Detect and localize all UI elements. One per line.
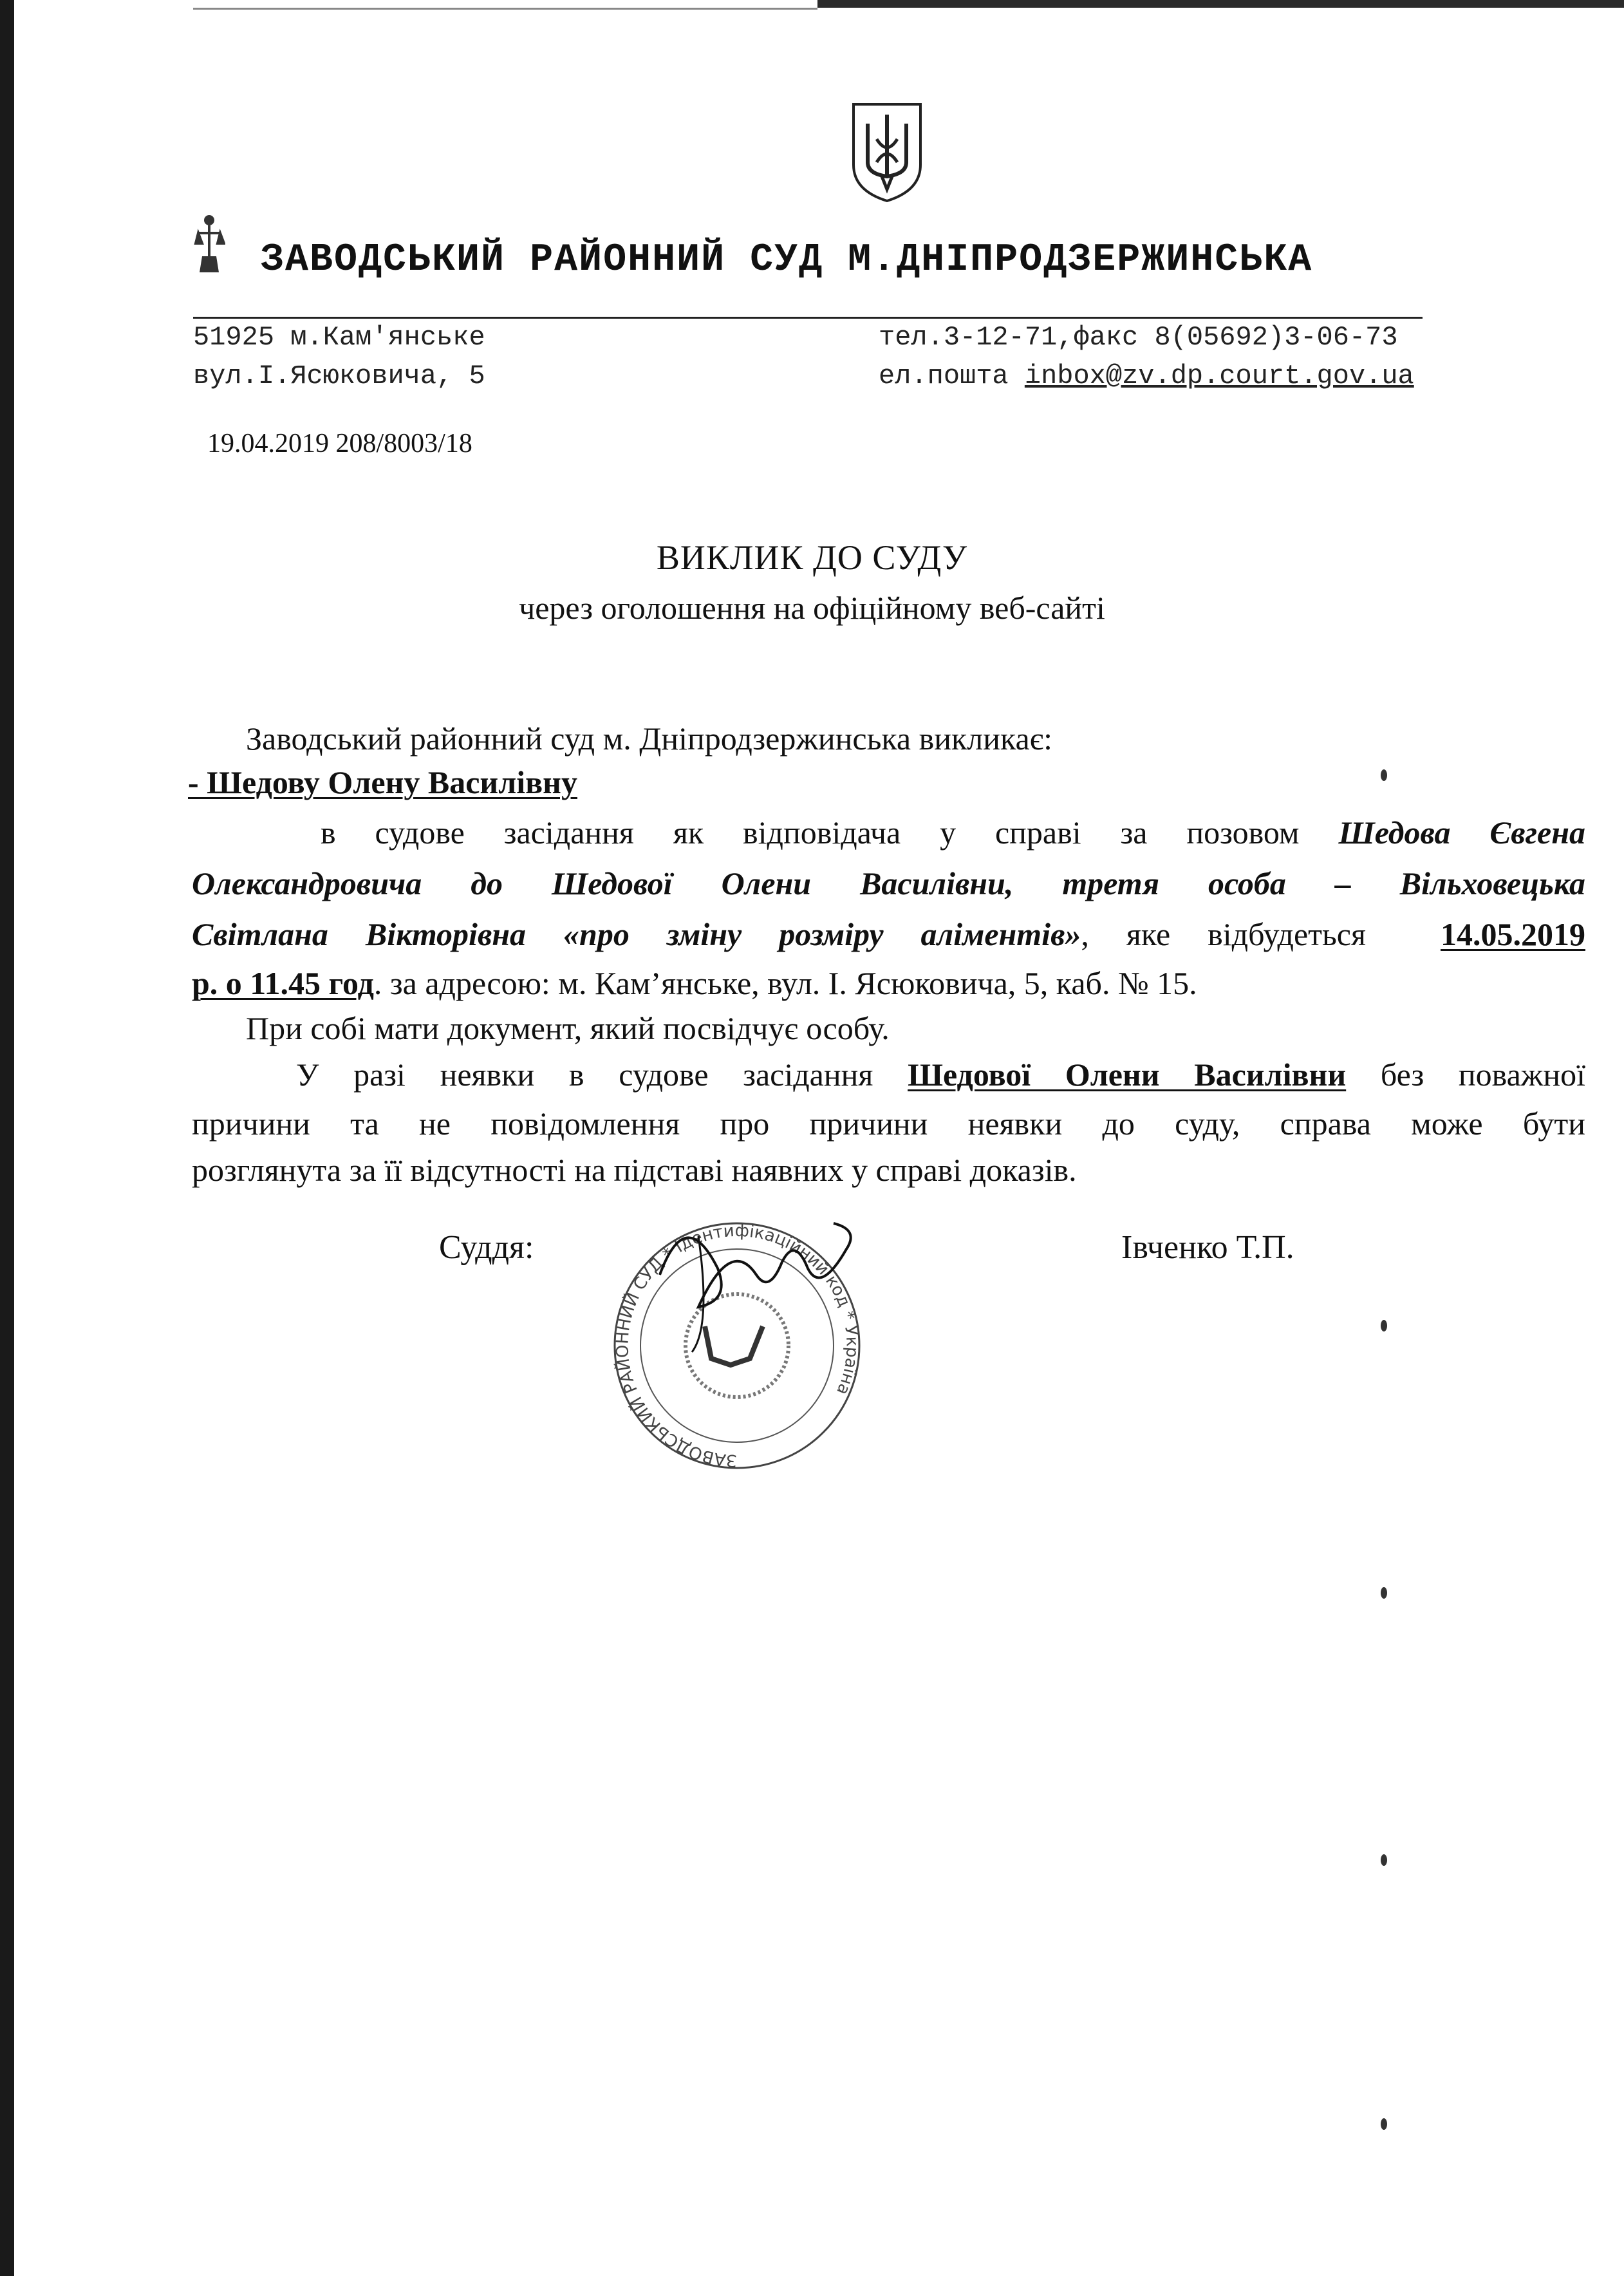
paragraph-3-line-2: причини та не повідомлення про причини неявки до суду, справа може бути bbox=[192, 1105, 1585, 1142]
paragraph-1-line-1: в судове засідання як відповідача у справі за позовом Шедова Євгена bbox=[321, 814, 1585, 851]
phone-fax: тел.3-12-71,факс 8(05692)3-06-73 bbox=[879, 322, 1398, 353]
header-divider bbox=[193, 317, 1423, 319]
paragraph-2: При собі мати документ, який посвідчує особу. bbox=[246, 1010, 890, 1046]
svg-text:ЗАВОДСЬКИЙ РАЙОННИЙ СУД * Іден: ЗАВОДСЬКИЙ РАЙОННИЙ СУД * Ідентифікаційний код * Україна bbox=[613, 1221, 862, 1471]
judge-label: Суддя: bbox=[439, 1229, 534, 1266]
court-seal-icon bbox=[602, 1198, 872, 1494]
email-line bbox=[879, 361, 1414, 391]
document-title: ВИКЛИК ДО СУДУ bbox=[656, 538, 968, 577]
scan-speck bbox=[1381, 1320, 1387, 1331]
themis-icon bbox=[193, 211, 225, 276]
scan-edge-top-thin bbox=[193, 8, 817, 10]
scan-speck bbox=[1381, 1854, 1387, 1866]
paragraph-1-line-4: р. о 11.45 год. за адресою: м. Кам’янське, вул. І. Ясюковича, 5, каб. № 15. bbox=[192, 965, 1197, 1001]
address-line-1: 51925 м.Кам'янське bbox=[193, 322, 485, 353]
trident-coat-of-arms-icon bbox=[848, 100, 926, 203]
court-name: ЗАВОДСЬКИЙ РАЙОННИЙ СУД М.ДНІПРОДЗЕРЖИНСЬКА bbox=[261, 238, 1313, 282]
scan-edge-top bbox=[817, 0, 1624, 8]
scan-edge-left bbox=[0, 0, 14, 2276]
scan-speck bbox=[1381, 1587, 1387, 1599]
summoned-person: - Шедову Олену Василівну bbox=[188, 764, 577, 800]
paragraph-3-line-3: розглянута за її відсутності на підставі наявних у справі доказів. bbox=[192, 1152, 1077, 1188]
registration-number: 19.04.2019 208/8003/18 bbox=[207, 429, 472, 458]
paragraph-3-line-1: У разі неявки в судове засідання Шедової Олени Василівни без поважної bbox=[296, 1057, 1585, 1093]
intro-line: Заводський районний суд м. Дніпродзержинська викликає: bbox=[246, 720, 1053, 757]
scan-speck bbox=[1381, 769, 1387, 781]
paragraph-1-line-3: Світлана Вікторівна «про зміну розміру аліментів», яке відбудеться 14.05.2019 bbox=[192, 916, 1585, 952]
document-subtitle: через оголошення на офіційному веб-сайті bbox=[519, 590, 1105, 626]
address-line-2: вул.І.Ясюковича, 5 bbox=[193, 361, 485, 391]
judge-name: Івченко Т.П. bbox=[1121, 1229, 1294, 1266]
scan-speck bbox=[1381, 2118, 1387, 2130]
email-label: ел.пошта bbox=[879, 361, 1009, 391]
paragraph-1-line-2: Олександровича до Шедової Олени Василівни, третя особа – Вільховецька bbox=[192, 865, 1585, 901]
email-link[interactable]: inbox@zv.dp.court.gov.ua bbox=[1024, 361, 1414, 391]
